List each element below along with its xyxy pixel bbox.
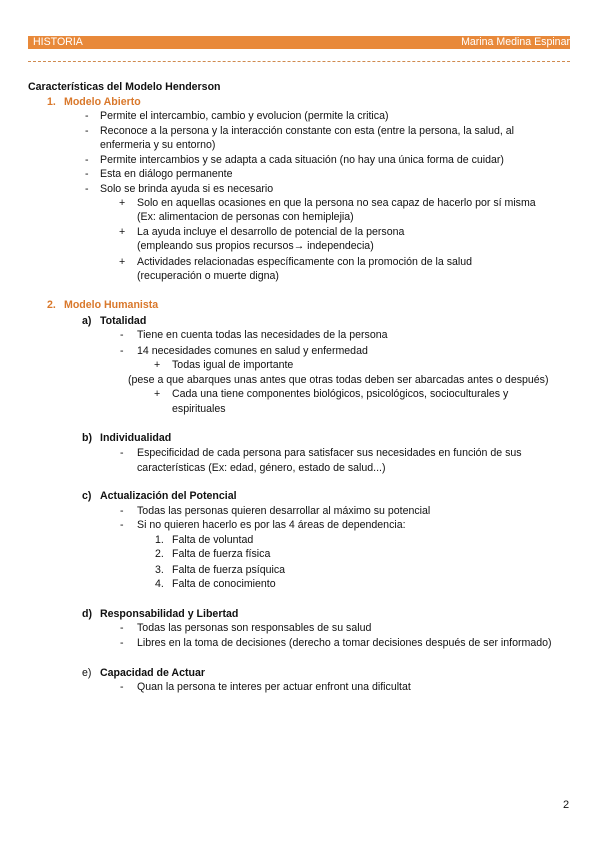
subsection-d-heading: Responsabilidad y Libertad — [100, 608, 239, 620]
bullet-dash: - — [85, 125, 89, 137]
numbered-item: Falta de fuerza física — [172, 548, 271, 560]
section-2-number: 2. — [47, 299, 56, 311]
bullet-dash: - — [120, 519, 124, 531]
subsection-d-letter: d) — [82, 608, 92, 620]
bullet-plus: + — [119, 256, 126, 268]
header-divider — [28, 61, 570, 62]
list-item: Todas las personas son responsables de su salud — [137, 622, 372, 634]
sub-list-item: Actividades relacionadas específicamente con la promoción de la salud — [137, 256, 473, 268]
numbered-marker: 1. — [155, 534, 164, 546]
subsection-e-letter: e) — [82, 667, 92, 679]
bullet-dash: - — [85, 110, 89, 122]
subsection-b-heading: Individualidad — [100, 432, 172, 444]
list-item: características (Ex: edad, género, estado de salud...) — [137, 462, 386, 474]
subsection-b-letter: b) — [82, 432, 92, 444]
bullet-dash: - — [85, 154, 89, 166]
page-header — [28, 36, 570, 49]
bullet-plus: + — [119, 197, 126, 209]
note-text: (pese a que abarques unas antes que otras todas deben ser abarcadas antes o después) — [128, 374, 549, 386]
sub-list-item: La ayuda incluye el desarrollo de potencial de la persona — [137, 226, 405, 238]
numbered-item: Falta de fuerza psíquica — [172, 564, 286, 576]
header-section: HISTORIA — [33, 36, 83, 48]
bullet-dash: - — [120, 329, 124, 341]
numbered-marker: 4. — [155, 578, 164, 590]
numbered-item: Falta de voluntad — [172, 534, 254, 546]
list-item: Tiene en cuenta todas las necesidades de la persona — [137, 329, 388, 341]
list-item: Permite el intercambio, cambio y evolucion (permite la critica) — [100, 110, 389, 122]
sub-list-item: Todas igual de importante — [172, 359, 294, 371]
subsection-c-letter: c) — [82, 490, 92, 502]
bullet-dash: - — [120, 447, 124, 459]
list-item: Permite intercambios y se adapta a cada situación (no hay una única forma de cuidar) — [100, 154, 504, 166]
numbered-item: Falta de conocimiento — [172, 578, 276, 590]
bullet-dash: - — [120, 637, 124, 649]
numbered-marker: 3. — [155, 564, 164, 576]
list-item: enfermeria y su entorno) — [100, 139, 216, 151]
bullet-plus: + — [119, 226, 126, 238]
section-1-heading: Modelo Abierto — [64, 96, 141, 108]
list-item: Si no quieren hacerlo es por las 4 áreas de dependencia: — [137, 519, 406, 531]
sub-list-item: (recuperación o muerte digna) — [137, 270, 279, 282]
bullet-plus: + — [154, 359, 161, 371]
list-item: Solo se brinda ayuda si es necesario — [100, 183, 274, 195]
subsection-e-heading: Capacidad de Actuar — [100, 667, 205, 679]
section-1-number: 1. — [47, 96, 56, 108]
list-item: 14 necesidades comunes en salud y enfermedad — [137, 345, 368, 357]
bullet-dash: - — [120, 622, 124, 634]
page-number: 2 — [563, 799, 570, 811]
list-item: Especificidad de cada persona para satisfacer sus necesidades en función de sus — [137, 447, 522, 459]
list-item: Esta en diálogo permanente — [100, 168, 233, 180]
sub-list-item: espirituales — [172, 403, 226, 415]
header-author: Marina Medina Espinar — [461, 36, 570, 48]
list-item: Todas las personas quieren desarrollar al máximo su potencial — [137, 505, 431, 517]
bullet-dash: - — [120, 681, 124, 693]
section-2-heading: Modelo Humanista — [64, 299, 159, 311]
bullet-dash: - — [85, 183, 89, 195]
sub-list-item: Solo en aquellas ocasiones en que la persona no sea capaz de hacerlo por sí misma — [137, 197, 536, 209]
page-title: Características del Modelo Henderson — [28, 81, 221, 93]
sub-list-item: (empleando sus propios recursos→ independecia) — [137, 240, 374, 252]
bullet-plus: + — [154, 388, 161, 400]
list-item: Quan la persona te interes per actuar enfront una dificultat — [137, 681, 411, 693]
bullet-dash: - — [120, 505, 124, 517]
subsection-a-letter: a) — [82, 315, 92, 327]
list-item: Reconoce a la persona y la interacción constante con esta (entre la persona, la salud, al — [100, 125, 514, 137]
bullet-dash: - — [120, 345, 124, 357]
list-item: Libres en la toma de decisiones (derecho a tomar decisiones después de ser informado) — [137, 637, 552, 649]
sub-list-item: Cada una tiene componentes biológicos, psicológicos, socioculturales y — [172, 388, 509, 400]
subsection-c-heading: Actualización del Potencial — [100, 490, 237, 502]
numbered-marker: 2. — [155, 548, 164, 560]
subsection-a-heading: Totalidad — [100, 315, 147, 327]
sub-list-item: (Ex: alimentacion de personas con hemiplejia) — [137, 211, 354, 223]
bullet-dash: - — [85, 168, 89, 180]
